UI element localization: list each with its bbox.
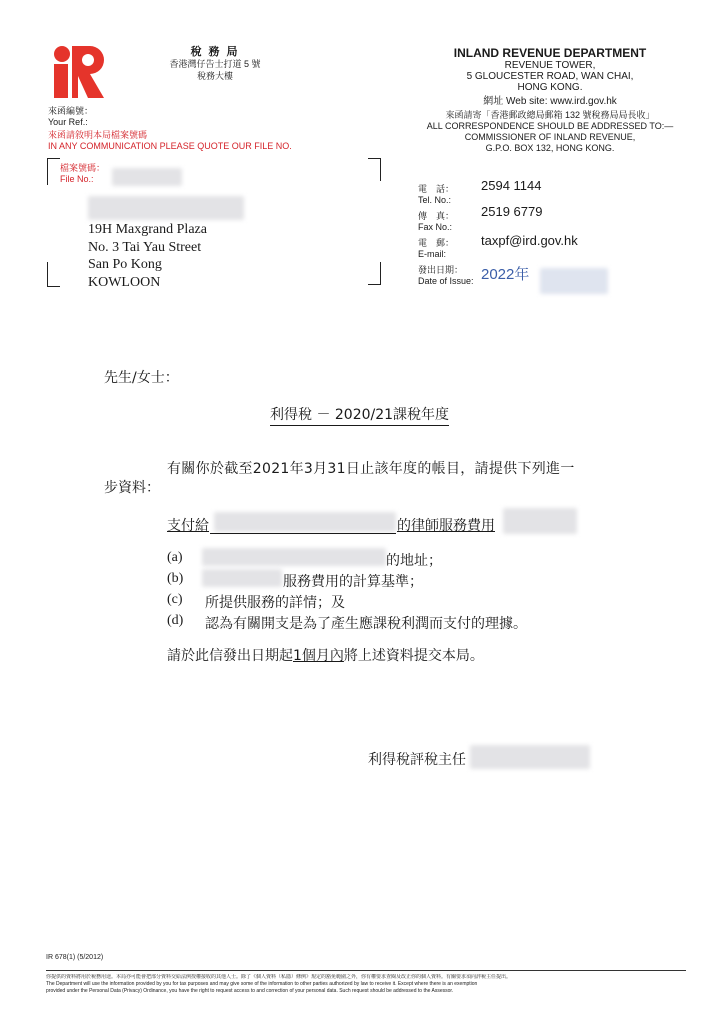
item-a-redacted — [202, 548, 386, 566]
salutation: 先生/女士： — [104, 370, 179, 386]
address-cn-2: 稅務大樓 — [196, 71, 233, 81]
address-line-3: San Po Kong — [88, 257, 162, 272]
email-label-cn: 電 郵： — [418, 238, 455, 248]
address-line-2: No. 3 Tai Yau Street — [88, 239, 202, 255]
pay-prefix: 支付給 — [167, 518, 209, 534]
tel-value: 2594 1144 — [481, 178, 542, 193]
tel-label-en: Tel. No.: — [418, 195, 452, 205]
address-line-1: 19H Maxgrand Plaza — [88, 222, 207, 237]
fax-label-cn: 傳 真： — [418, 211, 455, 221]
ird-logo-icon — [48, 42, 106, 100]
file-no-redacted — [112, 168, 182, 186]
privacy-notice-en-1: The Department will use the information provided by you for tax purposes and may give some of the information to other parties authorized by law to receive it. Except where there is an exemption — [46, 981, 478, 987]
tel-label-cn: 電 話： — [418, 184, 455, 194]
dept-name-cn: 稅 務 局 — [190, 46, 240, 58]
item-a-text: 的地址； — [386, 553, 442, 569]
correspondence-en-2: COMMISSIONER OF INLAND REVENUE, — [464, 132, 636, 142]
intro-line-1: 有關你於截至2021年3月31日止該年度的帳目，請提供下列進一 — [167, 461, 575, 477]
item-d-label: (d) — [167, 613, 184, 628]
correspondence-cn: 來函請寄「香港郵政總局郵箱 132 號稅務局局長收」 — [445, 110, 655, 120]
recipient-name-redacted — [88, 196, 244, 220]
fax-value: 2519 6779 — [481, 204, 543, 219]
privacy-notice-en-2: provided under the Personal Data (Privacy) Ordinance, you have the right to request access to and correction of your personal data. Such request should be addressed to the Assessor. — [46, 988, 454, 994]
address-line-4: KOWLOON — [88, 274, 161, 290]
subject-text: 利得稅 － 2020/21課稅年度 — [270, 407, 450, 423]
payee-redacted — [214, 512, 396, 532]
file-no-cn: 檔案號碼： — [60, 163, 106, 173]
form-number: IR 678(1) (5/2012) — [46, 954, 104, 961]
issue-date-redacted — [540, 268, 608, 294]
deadline — [167, 645, 484, 665]
quote-en: IN ANY COMMUNICATION PLEASE QUOTE OUR FILE NO. — [48, 141, 292, 151]
correspondence-en-1: ALL CORRESPONDENCE SHOULD BE ADDRESSED TO:— — [426, 121, 674, 131]
footer-rule — [46, 970, 686, 971]
item-c-text: 所提供服務的詳情；及 — [205, 595, 345, 611]
window-corner-tl — [47, 158, 60, 185]
window-corner-br — [368, 262, 381, 285]
file-no-en: File No.: — [60, 174, 94, 184]
subject — [270, 404, 449, 426]
address-en-3: HONG KONG. — [517, 82, 583, 93]
item-b-text: 服務費用的計算基準； — [283, 574, 423, 590]
signoff-title: 利得稅評稅主任 — [368, 752, 466, 768]
item-c-label: (c) — [167, 592, 183, 607]
intro-line-2: 步資料： — [104, 480, 160, 496]
window-corner-bl — [47, 262, 60, 287]
issue-label-cn: 發出日期： — [418, 265, 464, 275]
ird-logo — [48, 42, 106, 100]
deadline-part-3: 將上述資料提交本局。 — [343, 648, 484, 664]
correspondence-en-3: G.P.O. BOX 132, HONG KONG. — [485, 143, 615, 153]
issue-label-en: Date of Issue: — [418, 276, 474, 286]
assessor-name-redacted — [470, 745, 590, 769]
dept-name-en: INLAND REVENUE DEPARTMENT — [453, 46, 647, 60]
deadline-part-1: 請於此信發出日期起 — [167, 648, 293, 664]
privacy-notice-cn: 你提供的資料將用於稅務用途。本局亦可能會把部分資料交給法例授權接收的其他人士。除了《個人資料（私隱）條例》規定的豁免範圍之外，你有權要求查閱及改正你的個人資料。有關要求須向評稅主任提出。 — [46, 974, 512, 980]
address-en-1: REVENUE TOWER, — [504, 60, 596, 71]
pay-amount-redacted — [503, 508, 577, 534]
deadline-period: 1個月內 — [293, 648, 344, 664]
your-ref-en: Your Ref.: — [48, 117, 88, 127]
payee-underline — [210, 533, 396, 534]
address-en-2: 5 GLOUCESTER ROAD, WAN CHAI, — [466, 71, 634, 82]
quote-cn: 來函請敘明本局檔案號碼 — [48, 130, 148, 140]
item-d-text: 認為有關開支是為了產生應課稅利潤而支付的理據。 — [205, 616, 527, 632]
fax-label-en: Fax No.: — [418, 222, 453, 232]
email-value: taxpf@ird.gov.hk — [481, 233, 578, 248]
email-label-en: E-mail: — [418, 249, 447, 259]
window-corner-tr — [368, 158, 381, 181]
item-a-label: (a) — [167, 550, 183, 565]
item-b-redacted — [202, 569, 282, 587]
website: 網址 Web site: www.ird.gov.hk — [483, 96, 617, 107]
pay-suffix: 的律師服務費用 — [397, 518, 495, 534]
address-cn-1: 香港灣仔告士打道 5 號 — [169, 59, 261, 69]
your-ref-cn: 來函編號： — [48, 106, 94, 116]
issue-date-value: 2022年 — [481, 266, 530, 283]
item-b-label: (b) — [167, 571, 184, 586]
